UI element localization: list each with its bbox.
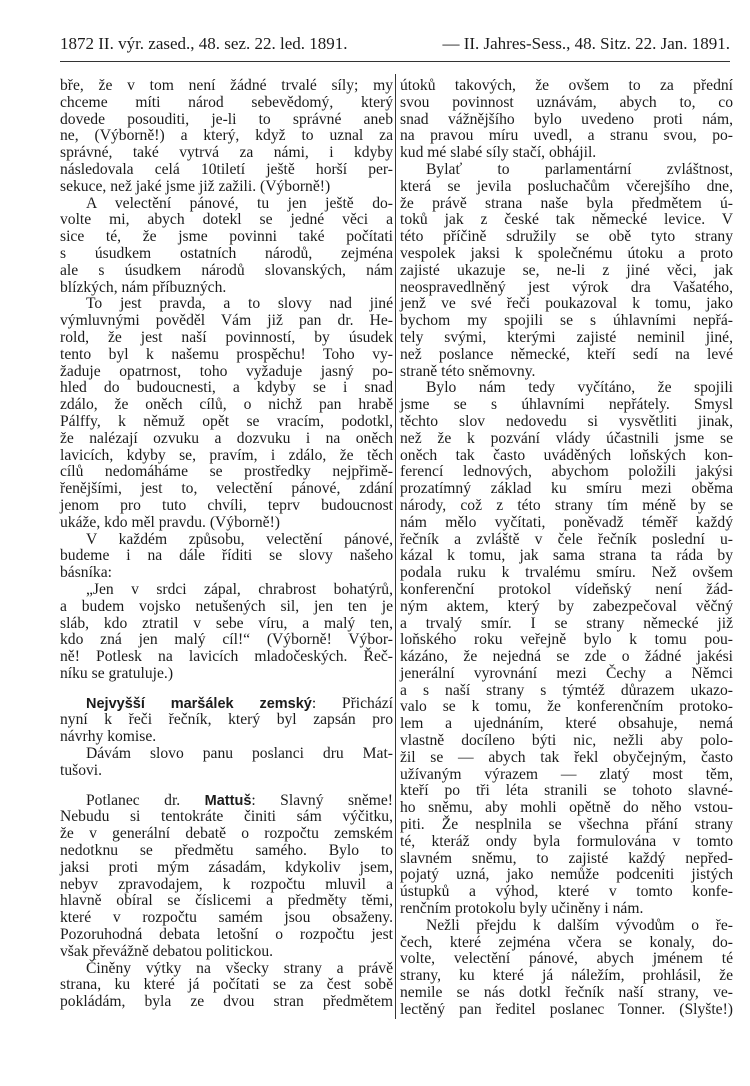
text-line: sláb, kdo ztratil v sebe víru, a malý ten,	[60, 614, 393, 632]
text-line: jsme se s úhlavními nepřátely. Smysl	[400, 396, 733, 414]
text-line: následovala celá 10tiletí ještě horší per-	[60, 160, 393, 178]
text-line: hled do budoucnesti, a kdyby se i snad	[60, 379, 393, 397]
session-german: — II. Jahres-Sess., 48. Sitz. 22. Jan. 1891.	[442, 34, 730, 53]
text-line: dovede posouditi, je-li to správné aneb	[60, 110, 393, 128]
text-line	[60, 793, 393, 810]
text-line: té, kteráž ondy byla formulována v tomto	[400, 832, 733, 850]
text-line: budeme i na dále říditi se slovy našeho	[60, 547, 393, 565]
text-line: žil se — abych tak řekl obyčejným, často	[400, 748, 733, 766]
header-rule	[60, 61, 730, 62]
text-line: A velectění pánové, tu jen ještě do-	[86, 194, 393, 212]
text-line: hlavně obíral se číslicemi a předměty těmi,	[60, 892, 393, 910]
text-line: tušovi.	[60, 761, 103, 779]
paragraph	[60, 296, 393, 531]
running-header	[60, 34, 730, 58]
paragraph	[60, 532, 393, 582]
text-line: kdo zná jen malý cíl!“ (Výborně! Výbor-	[60, 631, 393, 649]
paragraph	[60, 196, 393, 297]
paragraph	[400, 918, 733, 1019]
text-line: konferenční protokol vídeňský není žád-	[400, 580, 733, 598]
text-line: lectěný pan ředitel poslanec Tonner. (Slyšte!)	[400, 1000, 733, 1018]
text-line: které v rozpočtu samém jsou obsaženy.	[60, 909, 393, 927]
speaker-name: Nejvyšší maršálek zemský	[86, 695, 312, 712]
text-line: zdálo, že oněch cílů, o nichž pan hrabě	[60, 396, 393, 414]
text-line: Bylo nám tedy vyčítáno, že spojili	[426, 379, 733, 397]
text-line: níku se gratuluje.)	[60, 664, 174, 682]
column-divider	[395, 74, 396, 1019]
text-line: básníka:	[60, 564, 112, 582]
text-line: nedotknu se předmětu samého. Bylo to	[60, 842, 393, 860]
text-line: nebyv zpravodajem, k rozpočtu mluvil a	[60, 875, 393, 893]
text-line: ústupků a výhod, které v tomto konfe-	[400, 883, 733, 901]
text-line: strany, ku které já náležím, prohlásil, že	[400, 967, 733, 985]
text-line: sice té, že jsme povinni také počítati	[60, 228, 393, 246]
text-line: Nežli přejdu k dalším vývodům o ře-	[426, 916, 733, 934]
text-line: kteří po tři léta stranili se tohoto slavné-	[400, 782, 733, 800]
text-line	[60, 696, 393, 713]
text-line: užívaným výrazem — zlatý most těm,	[400, 765, 733, 783]
text-line: s úsudkem ostatních národů, zejména	[60, 244, 393, 262]
text-line: cílů nedomáháme se prostředky nejpřimě-	[60, 463, 393, 481]
text-line: Pozoruhodná debata letošní o rozpočtu jest	[60, 926, 393, 944]
text-line: výmluvnými pověděl Vám již pan dr. He-	[60, 312, 393, 330]
speaker-name: Mattuš	[204, 792, 252, 809]
text-line: že nalézají ozvuku a dozvuku i na oněch	[60, 429, 393, 447]
text-line: ho sněmu, aby mohli opětně do něho vstou-	[400, 799, 733, 817]
text-line: Dávám slovo panu poslanci dru Mat-	[86, 745, 393, 763]
text-line: To jest pravda, a to slovy nad jiné	[86, 295, 393, 313]
text-line: pokládám, byla ze dvou stran předmětem	[60, 993, 393, 1011]
text-line: volte, velectění pánové, abych jménem té	[400, 950, 733, 968]
text-line: blízkých, nám příbuzných.	[60, 278, 227, 296]
text-line: že právě strana naše byla předmětem ú-	[400, 194, 733, 212]
text-line: než že k pozvání vlády účastnili jsme se	[400, 429, 733, 447]
text-line: a budem vojsko netušených sil, jen ten je	[60, 597, 393, 615]
text-line: slavném sněmu, to zajisté každý nepřed-	[400, 849, 733, 867]
text-line: tento byl k našemu prospěchu! Toho vy-	[60, 345, 393, 363]
paragraph	[60, 582, 393, 683]
text-line: strana, ku které já počítati se za čest sobě	[60, 976, 393, 994]
text-line: pojatý uzná, jako nemůže podceniti jistých	[400, 866, 733, 884]
text-line: zajisté ukazuje se, ne-li z jiné věci, jak	[400, 261, 733, 279]
text-line: však převážně debatou politickou.	[60, 942, 274, 960]
text-line: řečník a zvláště v čele řečník poslední u-	[400, 530, 733, 548]
text-line: těchto slov nedovedu si vysvětliti jinak,	[400, 412, 733, 430]
text-line: loňského roku veřejně bylo k tomu pou-	[400, 631, 733, 649]
paragraph	[60, 961, 393, 1011]
paragraph	[400, 78, 733, 162]
text-line: a s naší strany s týmtéž důrazem ukazo-	[400, 681, 733, 699]
text-line: valo se k tomu, že konferenčním protoko-	[400, 698, 733, 716]
text-line: této příčině sdružily se obě tyto strany	[400, 228, 733, 246]
text-line: chceme míti národ sebevědomý, který	[60, 93, 393, 111]
text-line: renčním protokolu byly učiněny i nám.	[400, 900, 644, 918]
text-line: nemile se nás dotkl řečník naší strany, ve-	[400, 984, 733, 1002]
speech-text: : Slavný sněme!	[251, 791, 393, 809]
text-line: sekuce, než jaké jsme již zažili. (Výborně!)	[60, 177, 331, 195]
page-number: 1872	[60, 34, 94, 53]
text-line: čech, které zejména včera se konaly, do-	[400, 933, 733, 951]
text-line: toků jak z české tak německé levice. V	[400, 211, 733, 229]
speaker-paragraph	[60, 696, 393, 746]
text-line: volte mi, abych dotekl se jedné věci a	[60, 211, 393, 229]
text-line: vlastně docíleno býti nic, nežli aby polo-	[400, 732, 733, 750]
session-czech: II. výr. zased., 48. sez. 22. led. 1891.	[98, 34, 348, 53]
text-line: jenom pro tuto chvíli, teprv budoucnost	[60, 496, 393, 514]
text-line: jenerální vyrovnání mezi Čechy a Němci	[400, 664, 733, 682]
text-line: že v generální debatě o rozpočtu zemském	[60, 825, 393, 843]
speech-text: : Přichází	[311, 694, 393, 712]
paragraph	[400, 162, 733, 380]
paragraph	[400, 380, 733, 918]
text-line: podala ruku k trvalému smíru. Než ovšem	[400, 564, 733, 582]
text-line: Činěny výtky na všecky strany a právě	[86, 959, 393, 977]
text-line: lem a ujednáním, které obsahuje, nemá	[400, 715, 733, 733]
text-line: jenž ve své řeči poukazoval k tomu, jako	[400, 295, 733, 313]
text-line: bře, že v tom není žádné trvalé síly; my	[60, 77, 393, 94]
text-line: Pálffy, k němuž opět se vracím, podotkl,	[60, 412, 393, 430]
text-line: V každém způsobu, velectění pánové,	[86, 530, 393, 548]
speaker-title: Potlanec dr.	[86, 791, 205, 809]
text-line: a trvalý smír. I se strany německé již	[400, 614, 733, 632]
text-line: lavicích, kdyby se, pravím, i zdálo, že těch	[60, 446, 393, 464]
text-line: která se jevila posluchačům včerejšího dne,	[400, 177, 733, 195]
text-line: ne, (Výborně!) a který, když to uznal za	[60, 127, 393, 145]
text-line: žaduje opatrnost, toho vyžaduje jasný po-	[60, 362, 393, 380]
text-line: nyní k řeči řečník, který byl zapsán pro	[60, 711, 393, 729]
text-line: než poslance německé, kteří sedí na levé	[400, 345, 733, 363]
right-column	[400, 78, 733, 1019]
text-line: ale s úsudkem národů slovanských, nám	[60, 261, 393, 279]
text-line: Nebudu si tentokráte činiti sám výčitku,	[60, 808, 393, 826]
text-line: ně! Potlesk na lavicích mladočeských. Řeč-	[60, 648, 393, 666]
text-line: národy, což z této strany tím méně by se	[400, 496, 733, 514]
text-line: prozatímný základ ku smíru mezi oběma	[400, 480, 733, 498]
text-line: nám mělo vyčítati, poněvadž téměř každý	[400, 513, 733, 531]
header-czech	[60, 34, 348, 58]
paragraph	[60, 78, 393, 196]
text-line: řenějšími, jest to, velectění pánové, zdání	[60, 480, 393, 498]
text-line: kud mé slabé síly stačí, obhájil.	[400, 144, 597, 162]
text-line: oněch tak často uváděných loňských kon-	[400, 446, 733, 464]
text-line: jaksi proti mým zásadám, kdykoliv jsem,	[60, 858, 393, 876]
text-line: vespolek jaksi k společnému útoku a proto	[400, 244, 733, 262]
text-line: neospravedlněný jest výrok dra Vašatého,	[400, 278, 733, 296]
text-line: snad vážnějšího bylo uvedeno proti nám,	[400, 110, 733, 128]
left-column	[60, 78, 393, 1011]
text-line: Bylať to parlamentární zvláštnost,	[426, 160, 733, 178]
paragraph	[60, 746, 393, 780]
text-line: piti. Že nesplnila se všechna přání strany	[400, 816, 733, 834]
speaker-paragraph	[60, 793, 393, 961]
text-line: rold, že jest naší povinností, by úsudek	[60, 328, 393, 346]
text-line: kázáno, že nejedná se zde o žádné jakési	[400, 648, 733, 666]
text-line: ukáže, kdo měl pravdu. (Výborně!)	[60, 513, 280, 531]
text-line: tely svými, kterými zajisté neminil jiné,	[400, 328, 733, 346]
text-line: ferencí lednových, abychom položili jakýsi	[400, 463, 733, 481]
text-line: útoků takových, že ovšem to za přední	[400, 77, 733, 94]
text-line: „Jen v srdci zápal, chrabrost bohatýrů,	[86, 580, 393, 598]
text-line: ným aktem, který by zabezpečoval věčný	[400, 597, 733, 615]
text-line: kázal k tomu, jak sama strana ta ráda by	[400, 547, 733, 565]
text-line: správné, také vytrvá za námi, i kdyby	[60, 144, 393, 162]
text-line: bychom my spojili se s úhlavními nepřá-	[400, 312, 733, 330]
text-line: na pravou míru uvedl, a stranu svou, po-	[400, 127, 733, 145]
text-line: straně této sněmovny.	[400, 362, 536, 380]
text-line: návrhy komise.	[60, 728, 157, 746]
text-line: svou povinnost uznávám, abych to, co	[400, 93, 733, 111]
